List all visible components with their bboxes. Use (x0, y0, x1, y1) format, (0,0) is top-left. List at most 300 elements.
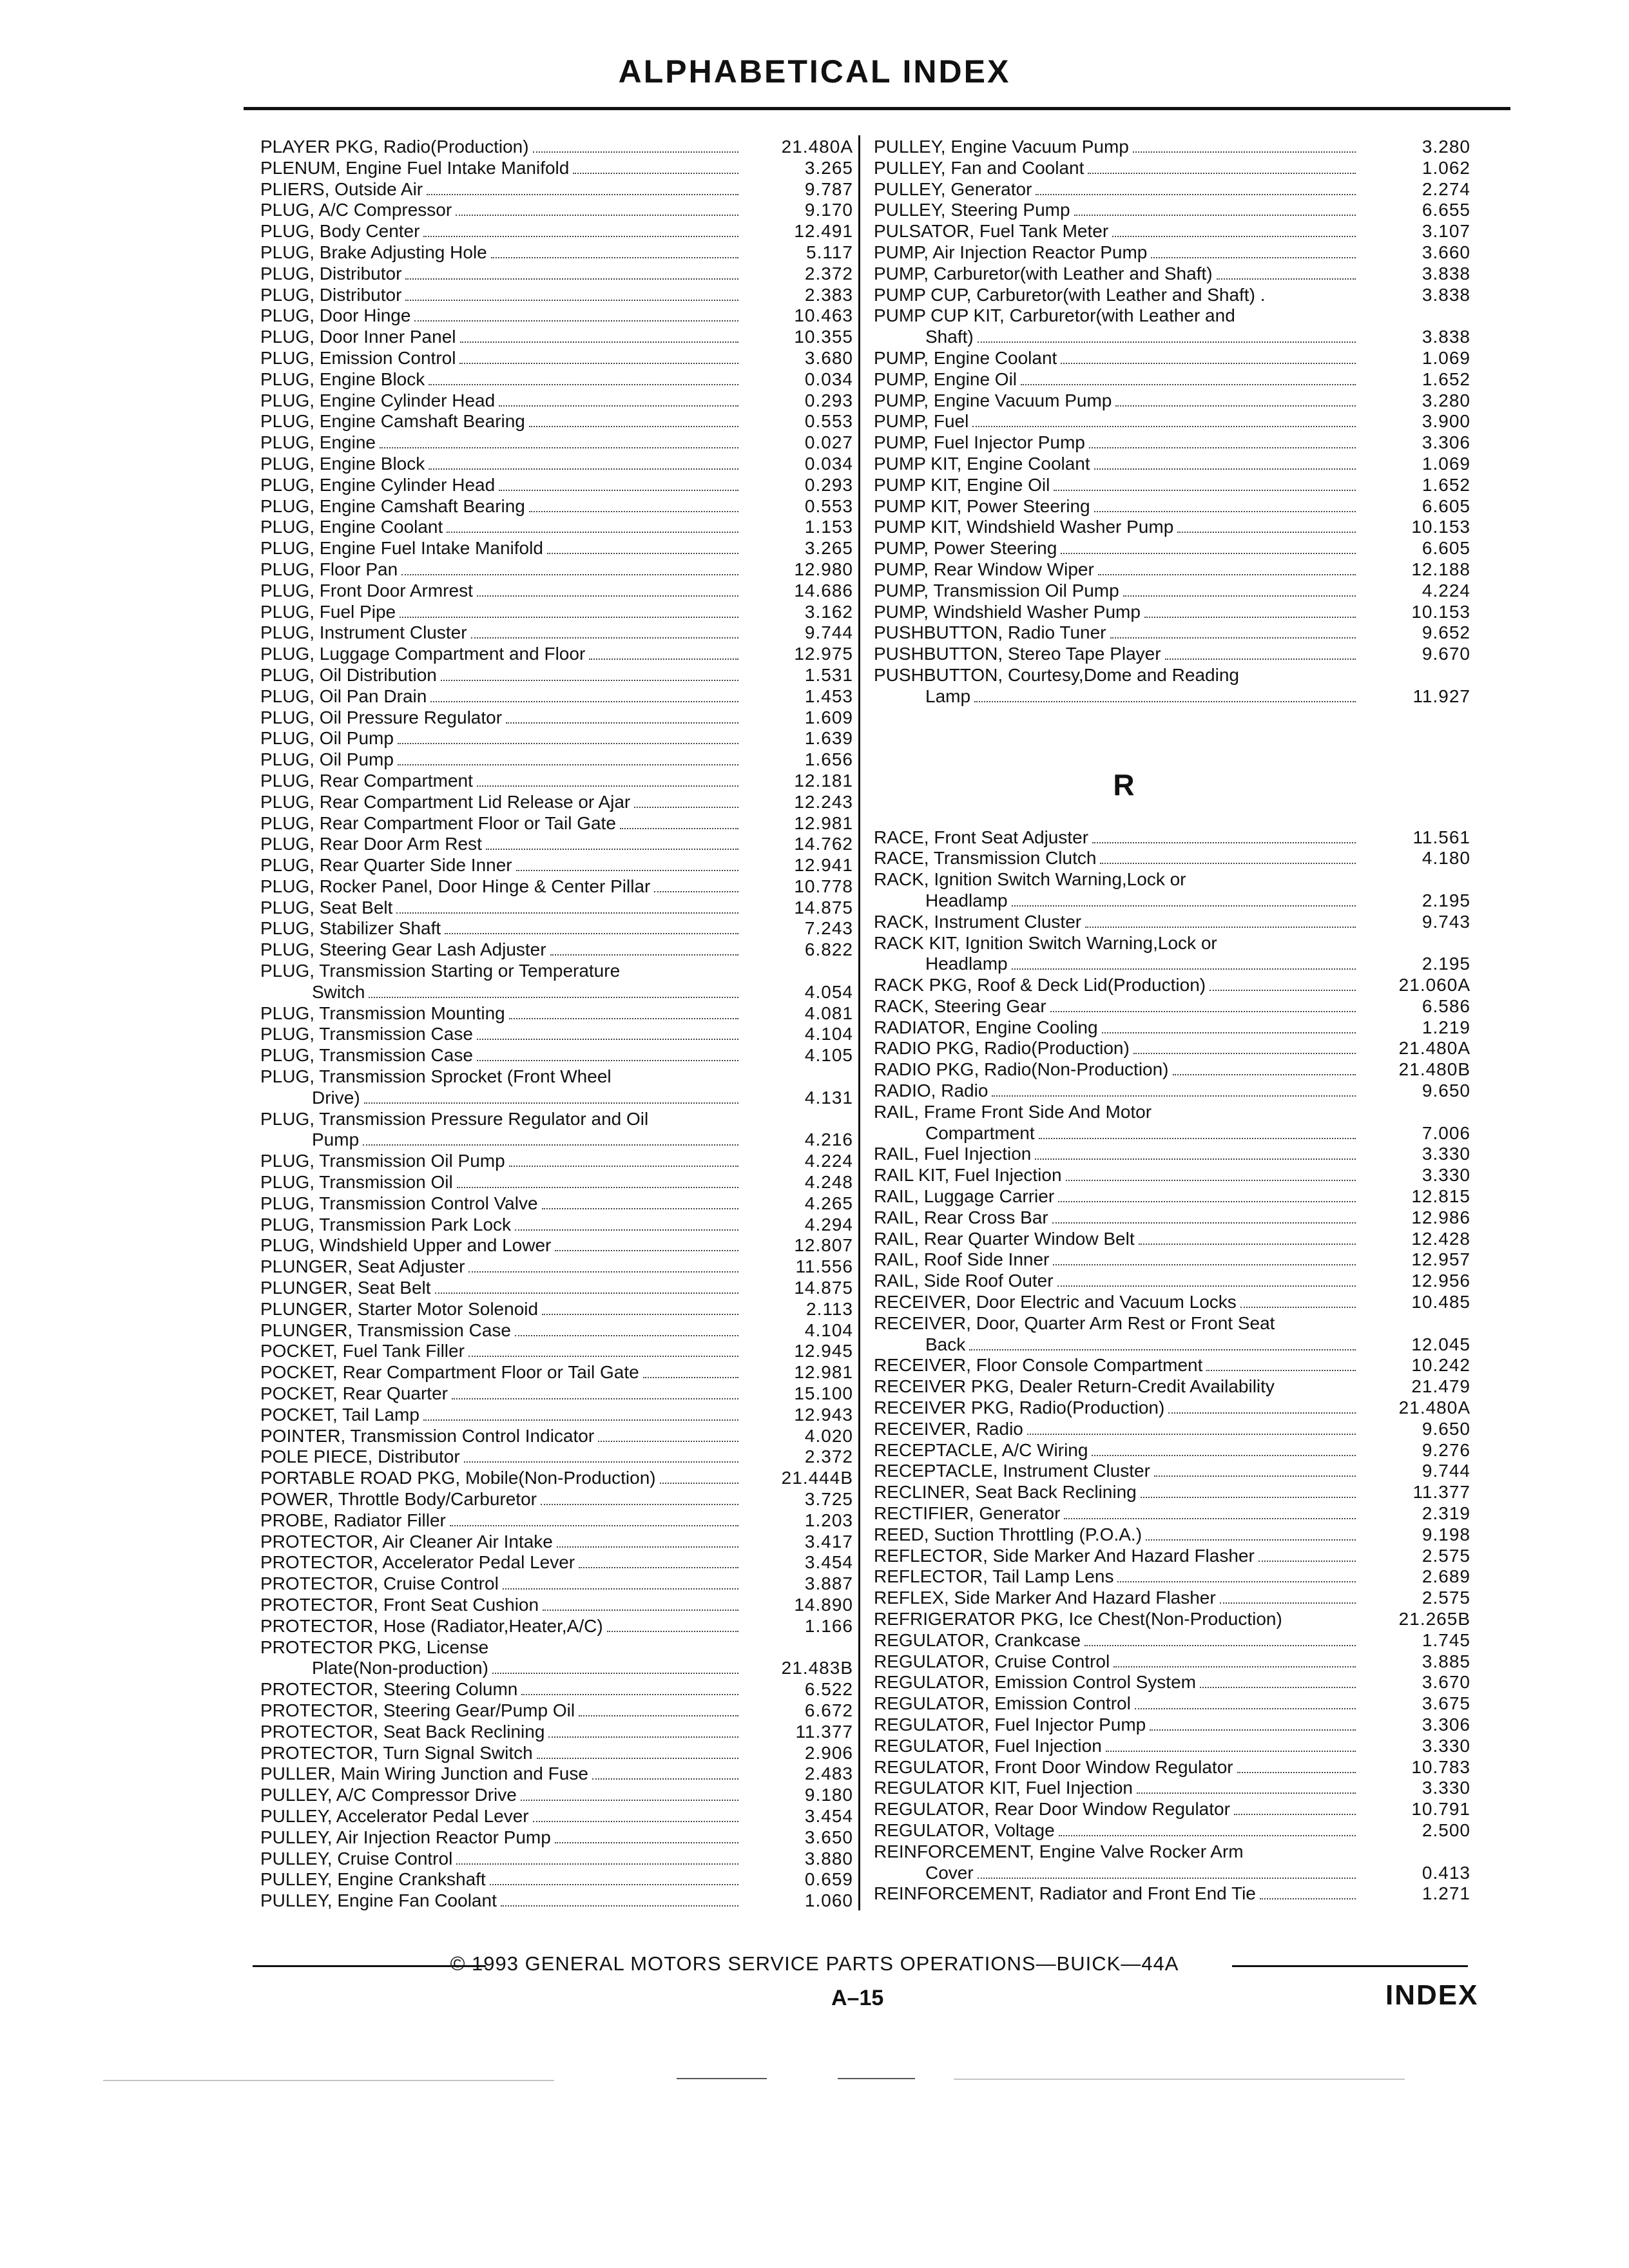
index-entry (874, 890, 1470, 912)
section-gap (874, 707, 1470, 743)
dot-leader (1123, 595, 1356, 597)
dot-leader (515, 1229, 738, 1231)
index-entry-reference: 3.330 (1422, 1778, 1470, 1798)
index-entry (874, 538, 1470, 559)
index-entry-name: PUMP KIT, Engine Oil (874, 474, 1050, 495)
index-entry (260, 1383, 853, 1405)
index-entry-reference: 9.787 (804, 178, 853, 199)
index-entry-reference: 12.243 (794, 791, 853, 812)
dot-leader (430, 701, 738, 702)
dot-leader (499, 490, 738, 491)
dot-leader (477, 785, 738, 787)
index-entry-name: PLUG, Transmission Oil (260, 1172, 453, 1193)
index-entry-reference: 2.372 (804, 1446, 853, 1467)
index-entry (260, 1722, 853, 1743)
dot-leader (509, 1166, 738, 1167)
dot-leader (533, 1821, 738, 1822)
index-entry (874, 1292, 1470, 1313)
index-entry (260, 1890, 853, 1912)
index-entry-reference: 2.689 (1422, 1566, 1470, 1587)
index-entry-name: RAIL, Fuel Injection (874, 1144, 1032, 1164)
index-entry-name: POCKET, Rear Compartment Floor or Tail Gate (260, 1362, 639, 1383)
index-entry (260, 538, 853, 559)
index-entry-reference: 2.483 (804, 1763, 853, 1784)
index-entry (260, 728, 853, 749)
index-entry-reference: 0.027 (804, 432, 853, 453)
index-entry-reference: 3.900 (1422, 411, 1470, 432)
dot-leader (1052, 1222, 1356, 1224)
index-entry (874, 348, 1470, 369)
dot-leader (398, 743, 738, 744)
index-entry-name: RACE, Transmission Clutch (874, 848, 1097, 869)
dot-leader (643, 1377, 738, 1378)
index-entry (874, 1524, 1470, 1546)
dot-leader (1133, 1053, 1356, 1054)
index-entry-name: REFLECTOR, Tail Lamp Lens (874, 1566, 1114, 1587)
index-entry-name: PLUG, Instrument Cluster (260, 622, 467, 643)
dot-leader (405, 300, 738, 301)
dot-leader (435, 1293, 738, 1294)
index-entry (260, 158, 853, 179)
index-entry (260, 665, 853, 686)
index-entry (874, 1651, 1470, 1673)
dot-leader (1074, 215, 1356, 216)
index-entry-name: PLUG, Rear Quarter Side Inner (260, 855, 512, 876)
dot-leader (1021, 384, 1356, 385)
dot-leader (499, 405, 738, 407)
index-entry-name: PUMP, Transmission Oil Pump (874, 580, 1119, 601)
index-entry-name: RACK, Steering Gear (874, 995, 1046, 1016)
index-entry-reference: 12.957 (1411, 1249, 1470, 1270)
index-entry-reference: 10.485 (1411, 1292, 1470, 1312)
index-entry (260, 1088, 853, 1109)
index-entry-name: POCKET, Rear Quarter (260, 1383, 448, 1404)
index-entry-name: PLUG, Seat Belt (260, 897, 393, 918)
index-entry (260, 1109, 853, 1130)
index-entry-reference: 6.605 (1422, 495, 1470, 516)
index-entry-name: PUSHBUTTON, Radio Tuner (874, 622, 1106, 643)
index-entry-reference: 0.293 (804, 474, 853, 495)
index-entry (874, 665, 1470, 686)
dot-leader (509, 1018, 738, 1019)
index-entry (874, 1398, 1470, 1419)
index-entry (874, 305, 1470, 327)
index-entry-name: REINFORCEMENT, Radiator and Front End Tie (874, 1883, 1256, 1904)
index-entry (260, 454, 853, 475)
index-entry-name: REGULATOR, Front Door Window Regulator (874, 1756, 1233, 1777)
index-entry-name: PROTECTOR, Air Cleaner Air Intake (260, 1531, 553, 1552)
index-entry-reference: 11.377 (795, 1721, 853, 1742)
dot-leader (452, 1398, 738, 1399)
index-entry-reference: 3.660 (1422, 242, 1470, 262)
index-entry-name: PUMP KIT, Windshield Washer Pump (874, 517, 1174, 537)
dot-leader (1146, 1539, 1356, 1541)
dot-leader (364, 1102, 738, 1104)
dot-leader (529, 426, 738, 427)
index-entry-name: PROTECTOR, Accelerator Pedal Lever (260, 1552, 575, 1573)
dot-leader (541, 1504, 738, 1505)
index-entry (874, 1863, 1470, 1884)
index-entry-reference: 0.553 (804, 495, 853, 516)
index-entry-name: PUMP, Air Injection Reactor Pump (874, 242, 1148, 262)
dot-leader (573, 173, 738, 174)
index-entry-name: RAIL, Frame Front Side And Motor (874, 1101, 1152, 1122)
index-entry-reference: 3.885 (1422, 1651, 1470, 1671)
index-entry-name: REGULATOR, Voltage (874, 1820, 1055, 1840)
index-entry (874, 975, 1470, 996)
column-divider (858, 135, 860, 1910)
index-entry-name: PULLEY, Generator (874, 178, 1032, 199)
index-entry-reference: 2.906 (804, 1742, 853, 1763)
dot-leader (447, 532, 738, 533)
index-entry-name: PULLEY, Fan and Coolant (874, 157, 1084, 178)
index-entry (874, 1376, 1470, 1398)
dot-leader (1012, 968, 1356, 970)
index-entry (260, 1341, 853, 1362)
dot-leader (974, 701, 1356, 702)
index-entry-reference: 1.203 (804, 1510, 853, 1530)
index-entry-reference: 10.153 (1411, 517, 1470, 537)
index-entry (260, 1193, 853, 1215)
index-entry (874, 1249, 1470, 1271)
index-entry-reference: 3.280 (1422, 390, 1470, 410)
index-entry (260, 898, 853, 919)
index-entry (260, 834, 853, 855)
index-entry-name: RADIO PKG, Radio(Non-Production) (874, 1059, 1169, 1080)
index-entry-name: PLUG, Transmission Oil Pump (260, 1151, 505, 1171)
index-entry-name: RAIL, Roof Side Inner (874, 1249, 1050, 1270)
index-entry (874, 1144, 1470, 1165)
index-entry-reference: 3.306 (1422, 432, 1470, 453)
index-entry-name: PLUG, Transmission Mounting (260, 1003, 505, 1023)
index-entry (260, 1679, 853, 1700)
index-entry-reference: 21.265B (1398, 1609, 1470, 1629)
index-entry-name: Plate(Non-production) (312, 1658, 488, 1678)
index-entry-reference: 2.195 (1422, 954, 1470, 974)
index-entry-name: PLUG, Engine Camshaft Bearing (260, 411, 525, 432)
index-entry (260, 1024, 853, 1045)
index-entry (874, 827, 1470, 849)
index-entry (260, 432, 853, 454)
index-entry (260, 559, 853, 581)
index-entry-reference: 12.956 (1411, 1271, 1470, 1291)
index-entry-reference: 7.243 (804, 918, 853, 939)
dot-leader (1027, 1434, 1356, 1435)
index-entry-name: PUMP, Rear Window Wiper (874, 559, 1094, 579)
index-entry-name: REGULATOR, Rear Door Window Regulator (874, 1799, 1230, 1820)
index-entry-reference: 1.060 (804, 1890, 853, 1911)
dot-leader (1100, 863, 1356, 864)
index-entry-name: POCKET, Fuel Tank Filler (260, 1341, 465, 1361)
index-entry-reference: 10.355 (794, 327, 853, 347)
dot-leader (1050, 1011, 1356, 1012)
index-entry-reference: 12.428 (1411, 1228, 1470, 1249)
index-entry (260, 1426, 853, 1447)
index-entry-reference: 1.069 (1422, 347, 1470, 368)
index-entry (874, 1546, 1470, 1567)
index-entry-reference: 5.117 (806, 242, 853, 262)
index-entry (874, 686, 1470, 707)
scan-artifact-line (954, 2079, 1405, 2080)
index-entry (874, 1736, 1470, 1757)
index-entry-name: PLUG, Rear Compartment Lid Release or Ajar (260, 791, 631, 812)
dot-leader (464, 1461, 738, 1463)
dot-leader (978, 341, 1356, 343)
index-entry-name: PLUNGER, Starter Motor Solenoid (260, 1298, 539, 1319)
dot-leader (1258, 1561, 1356, 1562)
index-entry-name: PROTECTOR PKG, License (260, 1637, 489, 1657)
dot-leader (457, 1187, 738, 1188)
index-entry-name: PLUG, Luggage Compartment and Floor (260, 644, 586, 664)
index-entry-reference: 1.609 (804, 707, 853, 727)
index-entry-reference: 4.294 (804, 1214, 853, 1235)
index-entry-reference: 11.927 (1412, 686, 1470, 706)
index-entry (874, 390, 1470, 412)
dot-leader (1234, 1814, 1356, 1815)
index-entry-name: PLUG, Front Door Armrest (260, 580, 473, 601)
index-entry (874, 1482, 1470, 1503)
dot-leader (1039, 1138, 1356, 1139)
index-entry-reference: 12.815 (1411, 1186, 1470, 1207)
index-entry-reference: 3.880 (804, 1848, 853, 1869)
dot-leader (1061, 363, 1356, 364)
dot-leader (1059, 1835, 1356, 1836)
index-entry-name: PLUG, Stabilizer Shaft (260, 918, 441, 939)
index-entry (260, 179, 853, 200)
dot-leader (978, 1878, 1356, 1879)
index-entry (260, 581, 853, 602)
dot-leader (555, 1250, 738, 1251)
dot-leader (491, 257, 738, 258)
index-entry-reference: 0.034 (804, 369, 853, 389)
dot-leader (521, 1800, 738, 1801)
index-entry-reference: 9.670 (1422, 644, 1470, 664)
index-entry-name: PLUG, Engine (260, 432, 376, 453)
index-entry (874, 1313, 1470, 1334)
index-entry-reference: 10.463 (794, 305, 853, 326)
index-entry-reference: 9.650 (1422, 1081, 1470, 1101)
index-entry-name: PUMP CUP, Carburetor(with Leather and Shaft) . (874, 284, 1266, 305)
index-entry-reference: 6.672 (804, 1700, 853, 1720)
index-entry-name: PLUG, Transmission Park Lock (260, 1214, 512, 1235)
index-entry-name: Drive) (312, 1087, 360, 1108)
index-entry (874, 1334, 1470, 1356)
dot-leader (1058, 1201, 1356, 1202)
dot-leader (992, 1095, 1356, 1097)
index-entry-reference: 9.743 (1422, 911, 1470, 932)
dot-leader (414, 320, 738, 322)
footer-page-number: A–15 (831, 1986, 884, 2010)
index-entry (874, 1102, 1470, 1123)
index-entry-reference: 12.941 (794, 855, 853, 876)
index-entry-reference: 4.081 (804, 1003, 853, 1023)
dot-leader (1168, 1412, 1356, 1414)
dot-leader (1012, 905, 1356, 907)
index-entry-name: RECEIVER PKG, Dealer Return-Credit Availability (874, 1376, 1275, 1397)
index-entry (260, 475, 853, 496)
index-entry (874, 369, 1470, 390)
index-entry (260, 1827, 853, 1849)
index-entry-reference: 1.639 (804, 728, 853, 749)
right-column-r-entries (874, 827, 1470, 1905)
index-entry (260, 369, 853, 390)
index-entry-reference: 6.605 (1422, 538, 1470, 559)
index-entry (874, 1778, 1470, 1799)
index-entry (260, 1785, 853, 1806)
index-entry-name: RAIL, Side Roof Outer (874, 1271, 1054, 1291)
index-entry-name: Lamp (925, 686, 971, 706)
dot-leader (1094, 511, 1356, 512)
index-entry (874, 1820, 1470, 1841)
index-entry-reference: 3.838 (1422, 263, 1470, 284)
section-letter-r: R (1113, 767, 1135, 802)
dot-leader (503, 1588, 738, 1590)
dot-leader (1200, 1687, 1356, 1688)
index-entry (874, 1355, 1470, 1376)
dot-leader (1135, 1708, 1356, 1709)
index-entry-name: REGULATOR, Emission Control (874, 1693, 1131, 1714)
index-entry (874, 644, 1470, 665)
index-entry-name: POWER, Throttle Body/Carburetor (260, 1489, 537, 1509)
dot-leader (477, 1060, 738, 1061)
index-entry-reference: 0.659 (804, 1869, 853, 1890)
dot-leader (1035, 1158, 1356, 1160)
index-entry (874, 1165, 1470, 1186)
index-entry-reference: 10.778 (794, 876, 853, 896)
dot-leader (1220, 1602, 1356, 1604)
index-entry-name: PROTECTOR, Turn Signal Switch (260, 1742, 533, 1763)
index-entry-reference: 14.686 (794, 580, 853, 601)
index-entry (260, 1235, 853, 1256)
dot-leader (550, 954, 738, 956)
index-entry-name: RECEIVER, Floor Console Compartment (874, 1355, 1203, 1376)
index-entry-reference: 12.807 (794, 1235, 853, 1256)
index-entry-reference: 21.483B (781, 1658, 853, 1678)
dot-leader (1165, 658, 1356, 660)
index-entry-reference: 0.553 (804, 411, 853, 432)
dot-leader (1057, 1285, 1356, 1287)
index-entry-reference: 15.100 (794, 1383, 853, 1404)
index-entry-name: REGULATOR, Crankcase (874, 1629, 1081, 1650)
index-entry-name: REFLEX, Side Marker And Hazard Flasher (874, 1588, 1216, 1608)
index-entry-reference: 21.479 (1411, 1376, 1470, 1397)
index-entry-name: RECEIVER, Door, Quarter Arm Rest or Front Seat (874, 1312, 1275, 1333)
dot-leader (972, 426, 1356, 427)
right-index-column (874, 137, 1470, 1905)
index-entry-name: RACK, Instrument Cluster (874, 911, 1082, 932)
index-entry-reference: 3.675 (1422, 1693, 1470, 1714)
dot-leader (1085, 927, 1356, 928)
index-entry (874, 1693, 1470, 1715)
index-entry (874, 1081, 1470, 1102)
index-entry-name: RADIO PKG, Radio(Production) (874, 1038, 1130, 1059)
index-entry (874, 1883, 1470, 1905)
index-entry-name: PROBE, Radiator Filler (260, 1510, 446, 1530)
dot-leader (1260, 1898, 1356, 1899)
right-column-p-entries (874, 137, 1470, 707)
index-entry-reference: 4.020 (804, 1425, 853, 1446)
index-entry-name: PLUG, Fuel Pipe (260, 601, 396, 622)
index-entry (874, 285, 1470, 306)
index-entry (260, 1446, 853, 1468)
index-entry-name: REGULATOR, Fuel Injection (874, 1735, 1102, 1756)
index-entry (260, 982, 853, 1003)
index-entry-name: POINTER, Transmission Control Indicator (260, 1425, 595, 1446)
index-entry-name: PLUG, A/C Compressor (260, 200, 452, 220)
index-entry-reference: 10.783 (1411, 1756, 1470, 1777)
index-entry-reference: 1.069 (1422, 453, 1470, 474)
index-entry-name: PLUG, Rear Door Arm Rest (260, 834, 482, 854)
index-entry-reference: 21.480A (1398, 1038, 1470, 1059)
footer-copyright: © 1993 GENERAL MOTORS SERVICE PARTS OPERATIONS—BUICK—44A (450, 1952, 1179, 1975)
index-entry-reference: 1.219 (1422, 1017, 1470, 1037)
index-entry (874, 1419, 1470, 1440)
dot-leader (486, 849, 738, 850)
index-entry-reference: 11.561 (1412, 827, 1470, 847)
index-entry-reference: 1.656 (804, 749, 853, 770)
index-entry-name: RECTIFIER, Generator (874, 1503, 1061, 1524)
dot-leader (557, 1546, 738, 1548)
dot-leader (1154, 1475, 1356, 1477)
dot-leader (450, 1525, 738, 1526)
index-entry (874, 1271, 1470, 1292)
index-entry-reference: 12.181 (794, 770, 853, 791)
index-entry-reference: 3.306 (1422, 1714, 1470, 1735)
dot-leader (529, 511, 738, 512)
index-entry-reference: 12.491 (794, 221, 853, 242)
dot-leader (620, 828, 738, 829)
index-entry (260, 1172, 853, 1193)
dot-leader (969, 1349, 1356, 1350)
index-entry-name: PUMP, Windshield Washer Pump (874, 601, 1141, 622)
index-entry-name: PLENUM, Engine Fuel Intake Manifold (260, 157, 570, 178)
index-entry-reference: 12.943 (794, 1404, 853, 1425)
index-entry (874, 1841, 1470, 1863)
dot-leader (521, 1694, 738, 1695)
index-entry-reference: 3.650 (804, 1827, 853, 1847)
dot-leader (516, 870, 738, 871)
dot-leader (445, 933, 738, 934)
index-entry-reference: 21.060A (1398, 975, 1470, 995)
dot-leader (579, 1567, 738, 1568)
dot-leader (634, 807, 738, 808)
index-entry-name: RACK KIT, Ignition Switch Warning,Lock or (874, 932, 1217, 953)
dot-leader (1110, 637, 1356, 639)
index-entry-reference: 3.838 (1422, 284, 1470, 305)
index-entry-name: PLUG, Transmission Case (260, 1024, 473, 1044)
index-entry-reference: 1.745 (1422, 1629, 1470, 1650)
index-entry (260, 221, 853, 242)
index-entry-name: Shaft) (925, 327, 974, 347)
index-entry-reference: 3.265 (804, 538, 853, 559)
index-entry-name: PROTECTOR, Front Seat Cushion (260, 1594, 539, 1615)
dot-leader (429, 468, 738, 470)
index-entry (260, 496, 853, 517)
index-entry (260, 1256, 853, 1278)
index-entry-name: REGULATOR, Cruise Control (874, 1651, 1110, 1671)
dot-leader (1094, 468, 1356, 470)
index-entry-reference: 9.180 (804, 1785, 853, 1805)
index-entry (260, 1362, 853, 1383)
index-entry-reference: 4.265 (804, 1193, 853, 1213)
dot-leader (492, 1673, 738, 1674)
index-entry (260, 1405, 853, 1426)
index-entry-name: PULLEY, Cruise Control (260, 1848, 453, 1869)
dot-leader (1061, 553, 1356, 554)
index-entry (260, 1849, 853, 1870)
index-entry (260, 1045, 853, 1066)
dot-leader (598, 1441, 738, 1442)
